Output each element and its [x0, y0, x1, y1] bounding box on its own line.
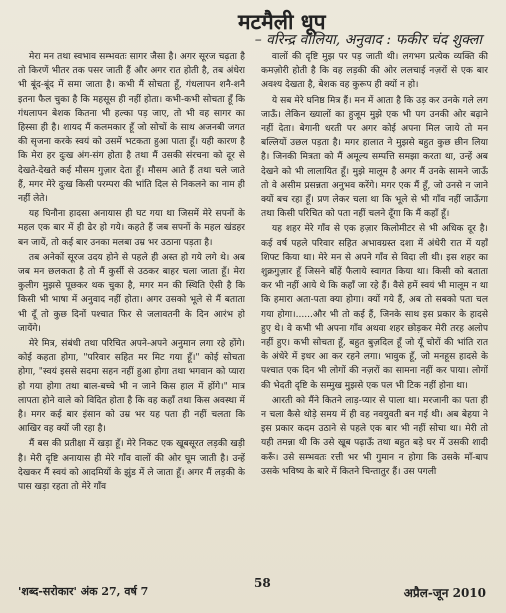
right-column	[261, 50, 488, 560]
paragraph: वालों की दृष्टि मुझ पर पड़ जाती थी। लगभग प्रत्येक व्यक्ति की कमज़ोरी होती है कि वह लड़की की ओर ललचाई नज़रों से एक बार अवश्य देखता है, बेशक वह कुरूप ही क्यों न हो।	[261, 52, 488, 91]
paragraph: आरती को मैंने कितने लाड़-प्यार से पाला था। मरजानी का पता ही न चला कैसे थोड़े समय में ही वह नवयुवती बन गई थी। अब बेहया ने इस प्रकार कदम उठाने से पहले एक बार भी नहीं सोचा था। मेरी तो यही तमन्ना थी कि उसे खूब पढ़ाऊँ तथा बहुत बड़े घर में उसकी शादी करूँ। उसे सम्भवतः रत्ती भर भी गुमान न होगा कि उसके माँ-बाप उसके भविष्य के बारे में कितने चिन्तातुर हैं। उस पगली	[261, 395, 488, 477]
paragraph: यह शहर मेरे गाँव से एक हज़ार किलोमीटर से भी अधिक दूर है। कई वर्ष पहले परिवार सहित अभावग्रस्त दशा में अंधेरी रात में यहाँ शिफ्ट किया था। मेरे मन से अपने गाँव से विदा ली थी। इस शहर का शुक्रगुज़ार हूँ जिसने बाँहें फैलाये स्वागत किया था। किसी को बताता कर भी नहीं आये थे कि कहाँ जा रहे हैं। वैसे हमें स्वयं भी मालूम न था कि हमारा अता-पता क्या होगा। क्यों गये हैं, अब तो सबको पता चल गया होगा।......और भी तो कई हैं, जिनके साथ इस प्रकार के हादसे हुए थे। वे कभी भी अपना गाँव अथवा शहर छोड़कर मेरी तरह अलोप नहीं हुए। कभी सोचता हूँ, बहुत बुज़दिल हूँ जो यूँ चोरों की भांति रात के अंधेरे में इधर आ कर रहने लगा। भावुक हूँ, जो मनहूस हादसे के पश्चात एक दिन भी लोगों की नज़रों का सामना नहीं कर पाया। लोगों की भेदती दृष्टि के सम्मुख मुझसे एक पल भी टिक नहीं होना था।	[261, 224, 488, 391]
left-column	[18, 50, 245, 560]
author-translator-byline: – वरिन्द्र वालिया, अनुवाद : फकीर चंद शुक्ला	[254, 32, 482, 48]
story-columns	[18, 50, 488, 560]
issue-date: अप्रैल-जून 2010	[403, 586, 486, 600]
page-number: 58	[254, 576, 271, 590]
paragraph: यह घिनौना हादसा अनायास ही घट गया था जिसमें मेरे सपनों के महल एक बार में ही ढेर हो गये। कहते हैं जब सपनों के महल खंडहर बन जायें, तो कई बार उनका मलबा उम्र भर उठाना पड़ता है।	[18, 209, 245, 248]
page-footer	[0, 566, 506, 606]
story-title: मटमैली धूप	[238, 9, 326, 34]
paragraph: मैं बस की प्रतीक्षा में खड़ा हूँ। मेरे निकट एक खूबसूरत लड़की खड़ी है। मेरी दृष्टि अनायास ही मेरे गाँव वालों की ओर घूम जाती है। उन्हें देखकर मैं स्वयं को आदमियों के झुंड में ले जाता हूँ। अगर मैं लड़की के पास खड़ा रहता तो मेरे गाँव	[18, 439, 245, 493]
paragraph: मेरे मित्र, संबंधी तथा परिचित अपने-अपने अनुमान लगा रहे होंगे। कोई कहता होगा, "परिवार सहित मर मिट गया हूँ।" कोई सोचता होगा, "स्वयं इससे सदमा सहन नहीं हुआ होगा तथा भगवान को प्यारा हो गया होगा तथा बाल-बच्चे भी न जाने किस हाल में होंगे।" मात्र लापता होने वाले को विदित होता है कि वह कहाँ तथा किस अवस्था में है। मगर कई बार इंसान को उम्र भर यह पता ही नहीं चलता कि आखिर वह क्यों जी रहा है।	[18, 339, 245, 435]
paragraph: तब अनेकों सूरज उदय होने से पहले ही अस्त हो गये लगे थे। अब जब मन छलकता है तो मैं कुर्सी से उठकर बाहर चला जाता हूँ। मेरा कुलीग मुझसे पूछकर थक चुका है, मगर मन की स्थिति ऐसी है कि किसी भी भाषा में अनुवाद नहीं होता। अगर उसको भूले से मैं बताता भी दूँ तो कुछ दिनों पश्चात फिर से जलावतनी के दिन आरंभ हो जायेंगे।	[18, 252, 245, 334]
paragraph: ये सब मेरे घनिष्ठ मित्र हैं। मन में आता है कि उड़ कर उनके गले लग जाऊँ। लेकिन ख्यालों का हुजूम मुझे एक भी पग उनकी ओर बढ़ाने नहीं देता। बेगानी धरती पर अगर कोई अपना मिल जाये तो मन बल्लियों उछल पड़ता है। मगर हालात ने मुझसे बहुत कुछ छीन लिया है। जिनकी मित्रता को मैं अमूल्य सम्पत्ति समझा करता था, उन्हें अब देखने को भी लालायित हूँ। मुझे मालूम है अगर मैं उनके सामने जाऊँ तो वे असीम प्रसन्नता अनुभव करेंगे। मगर एक मैं हूँ, जो उनसे न जाने क्यों बच रहा हूँ। प्रण लेकर चला था कि भूले से भी गाँव नहीं जाऊँगा तथा किसी परिचित को पता नहीं चलने दूँगा कि मैं कहाँ हूँ।	[261, 95, 488, 220]
paragraph: मेरा मन तथा स्वभाव सम्भवतः सागर जैसा है। अगर सूरज चढ़ता है तो किरणें भीतर तक पसर जाती हैं और अगर रात होती है, तब अंधेरा भी बूंद-बूंद में समा जाता है। कभी मैं सोचता हूँ, गंधलापन शनै-शनै इतना फैल चुका है कि महसूस ही नहीं होता। कभी-कभी सोचता हूँ कि गंधलापन बेशक कितना भी हल्का पड़ जाए, तो भी वह सागर का हिस्सा ही है। शायद मैं कलमकार हूँ जो सोचों के साथ अजनबी जगत की सृजना करके स्वयं को उसमें भटकता हुआ पाता हूँ। यही कारण है कि मेरा हर दुःख अंग-संग होता है तथा मैं उसकी संरचना को दूर से देखते-देखते कई मौसम गुज़ार देता हूँ। मौसम आते हैं तथा चले जाते हैं, मगर मेरे दुःख किसी परम्परा की भांति दिल से निकलने का नाम ही नहीं लेते।	[18, 52, 245, 205]
title-block	[0, 8, 506, 48]
magazine-issue-label: 'शब्द-सरोकार' अंक 27, वर्ष 7	[18, 585, 149, 598]
